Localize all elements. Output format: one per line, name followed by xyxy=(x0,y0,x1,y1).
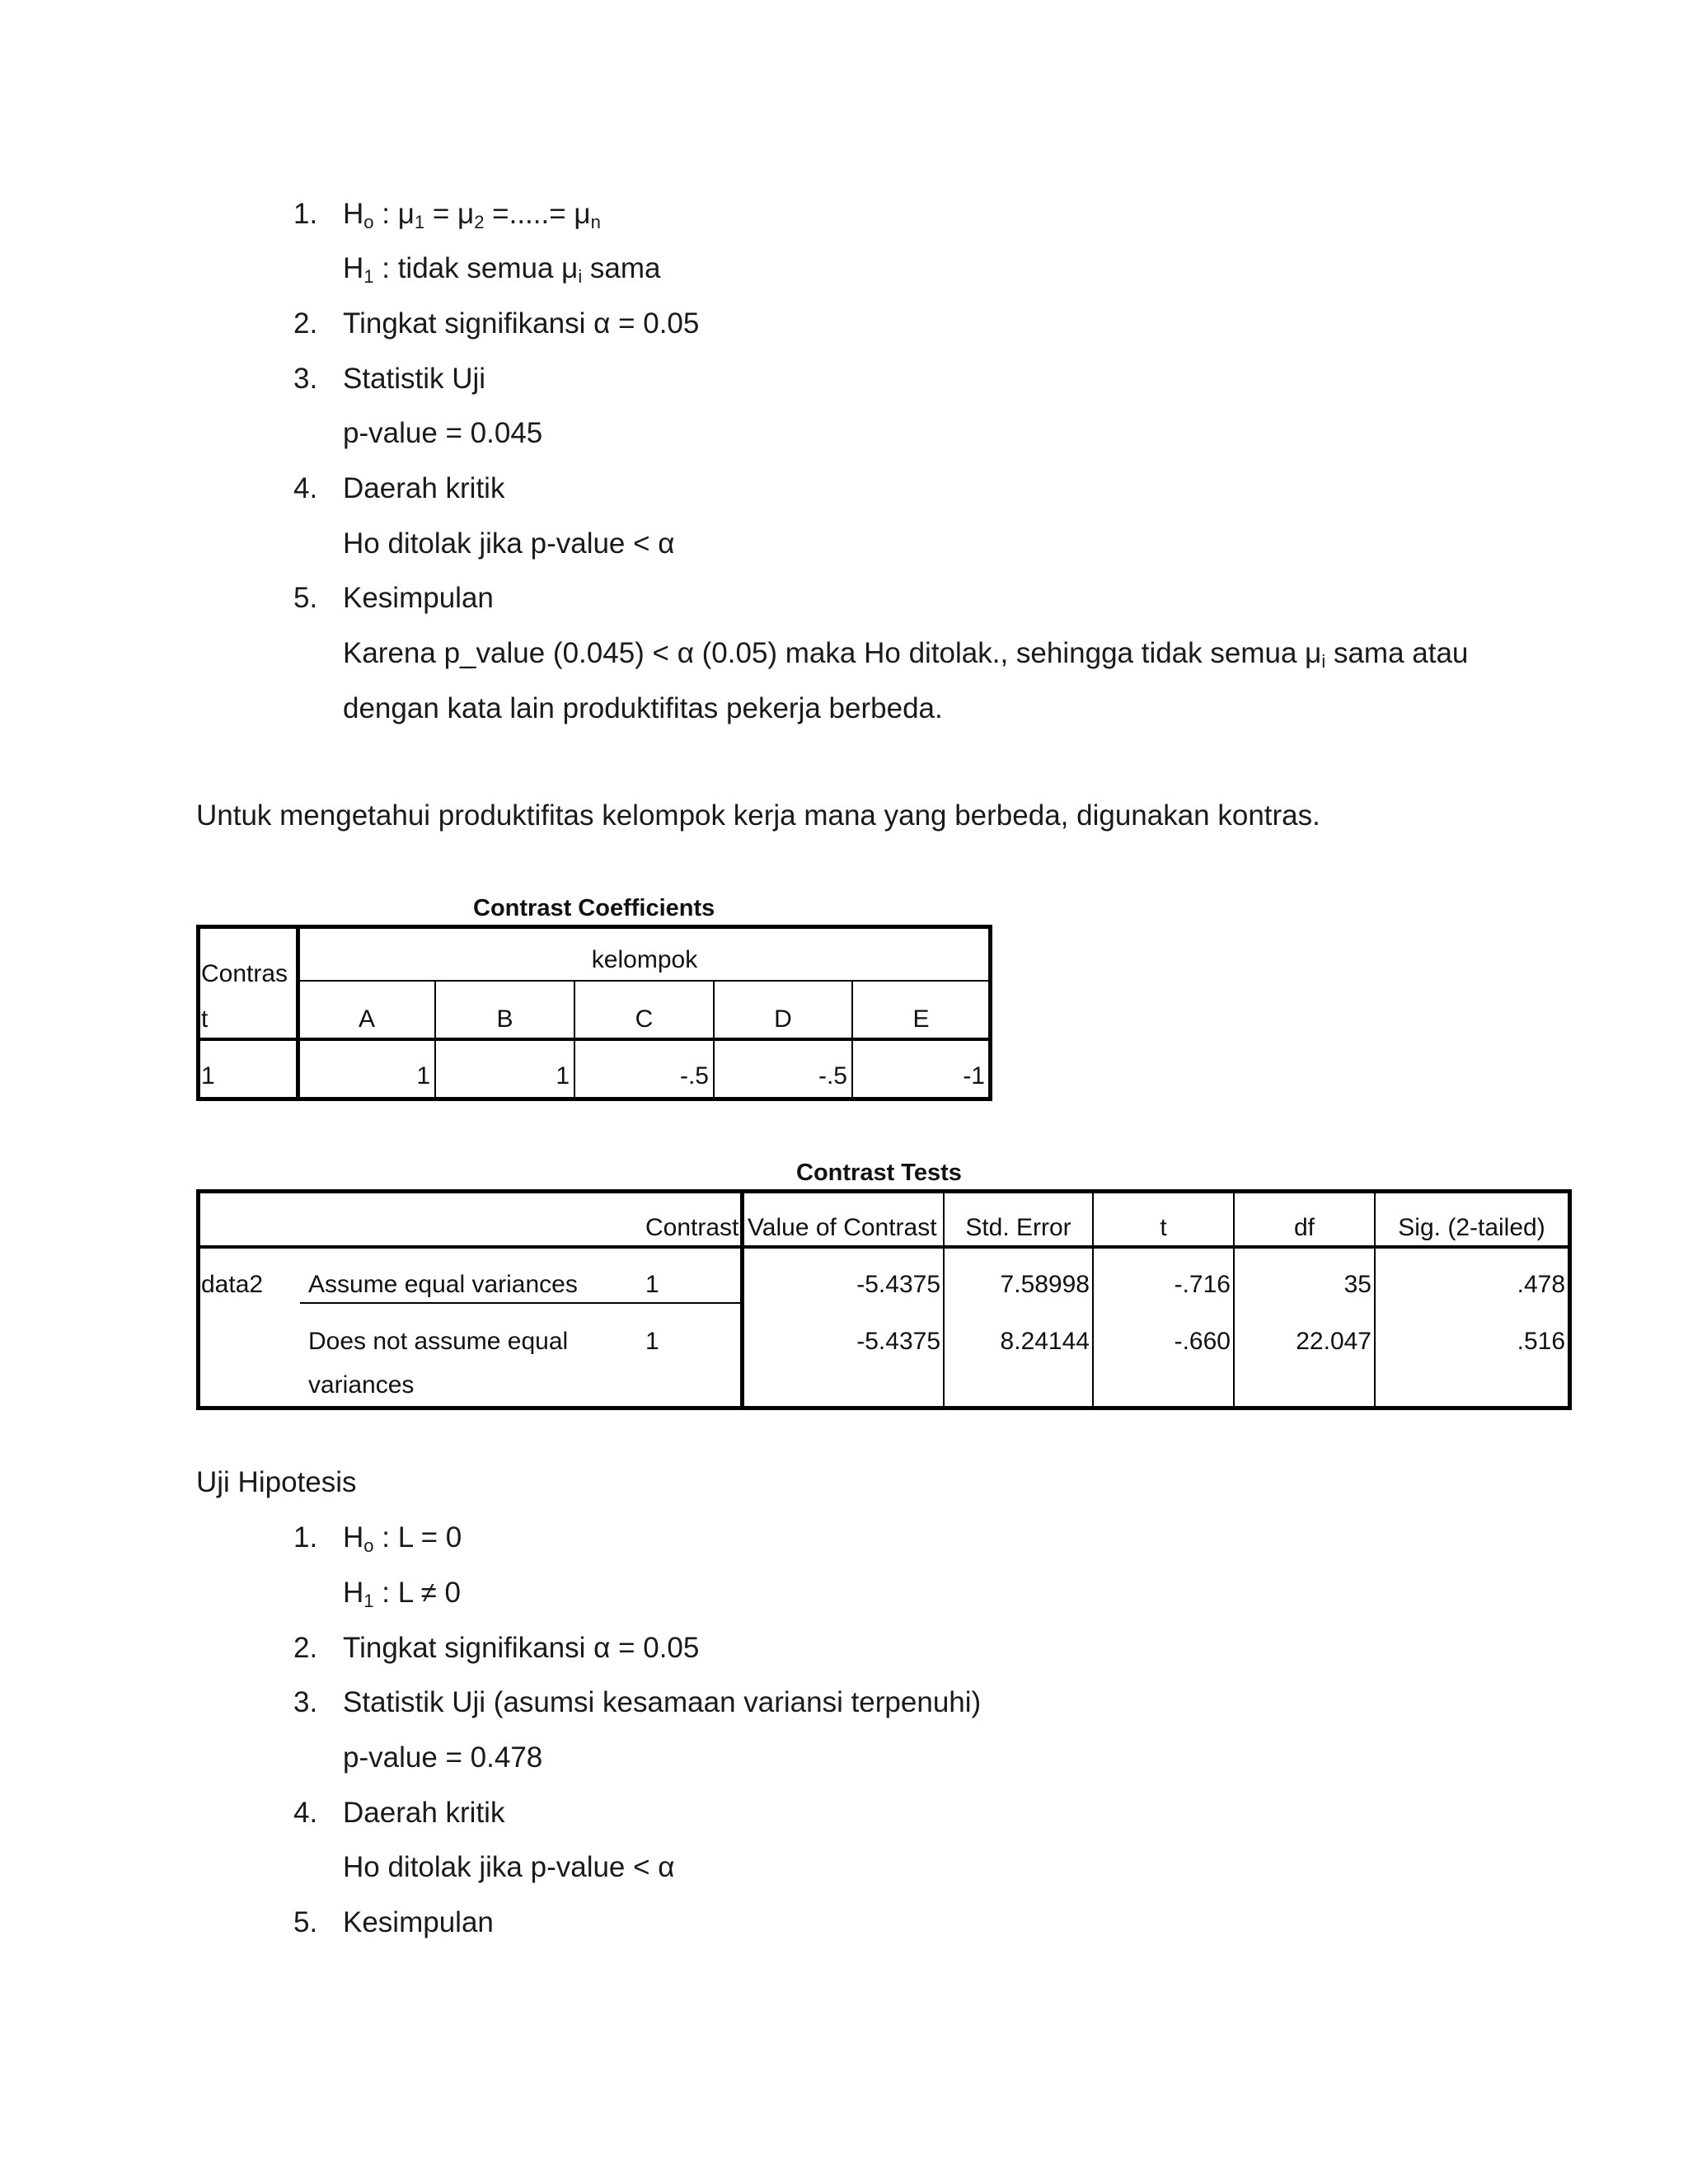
conclusion-heading: Kesimpulan xyxy=(343,1906,494,1938)
list-number: 4. xyxy=(293,472,318,504)
column-header: Std. Error xyxy=(965,1214,1071,1241)
h1-prefix: H xyxy=(343,252,364,284)
column-header: A xyxy=(358,1005,375,1033)
table-cell: -.5 xyxy=(679,1062,709,1090)
variable-label: data2 xyxy=(201,1271,264,1298)
column-header: D xyxy=(774,1005,792,1033)
table-cell: -.660 xyxy=(1174,1328,1231,1355)
p-value-text: p-value = 0.478 xyxy=(343,1741,543,1774)
column-header: E xyxy=(912,1005,930,1033)
table-border-top xyxy=(196,925,992,929)
table-cell: -.5 xyxy=(818,1062,847,1090)
h0-eq2: = μ xyxy=(424,198,475,230)
row-header-label-cont: t xyxy=(201,1005,209,1033)
p-value-text: p-value = 0.045 xyxy=(343,417,543,449)
table-border-bottom xyxy=(196,1097,992,1101)
table-rule-header xyxy=(196,1245,1572,1249)
column-header: Value of Contrast xyxy=(748,1214,937,1241)
list-number: 3. xyxy=(293,1686,318,1718)
table-title: Contrast Tests xyxy=(796,1160,962,1186)
table-cell: .516 xyxy=(1517,1328,1565,1355)
table-border-left xyxy=(196,1189,200,1410)
significance-text: Tingkat signifikansi α = 0.05 xyxy=(343,307,700,340)
table-border-bottom xyxy=(196,1406,1572,1410)
mu1-sub: 1 xyxy=(414,212,425,232)
h1-end: sama xyxy=(582,252,661,284)
h0-line xyxy=(343,198,601,239)
table-rule xyxy=(298,980,991,982)
critical-region-text: Daerah kritik xyxy=(343,472,505,504)
h1-sub: 1 xyxy=(363,266,374,287)
rejection-rule-text: Ho ditolak jika p-value < α xyxy=(343,527,675,560)
h1-sub: 1 xyxy=(363,1591,374,1611)
h0-sub: o xyxy=(363,212,374,232)
table-cell: 1 xyxy=(645,1271,659,1298)
group-header: kelompok xyxy=(591,946,698,973)
table-border-right xyxy=(1568,1189,1572,1410)
significance-text: Tingkat signifikansi α = 0.05 xyxy=(343,1632,700,1664)
table-cell: 35 xyxy=(1343,1271,1372,1298)
h0-line xyxy=(343,1521,462,1563)
mui-sub: i xyxy=(578,266,583,287)
row-header-label: Contras xyxy=(201,960,288,987)
test-statistic-text: Statistik Uji (asumsi kesamaan variansi terpenuhi) xyxy=(343,1686,982,1718)
table-title: Contrast Coefficients xyxy=(473,895,715,921)
conclusion-text-b: sama atau xyxy=(1325,637,1469,669)
table-cell: 8.24144 xyxy=(1000,1328,1090,1355)
table-col-rule-bold xyxy=(740,1189,744,1410)
list-number: 2. xyxy=(293,307,318,340)
table-rule-header xyxy=(196,1038,992,1041)
row-label: Assume equal variances xyxy=(308,1271,578,1298)
table-cell: -5.4375 xyxy=(856,1328,940,1355)
intro-paragraph: Untuk mengetahui produktifitas kelompok kerja mana yang berbeda, digunakan kontras. xyxy=(196,799,1320,832)
table-rule xyxy=(300,1302,743,1304)
conclusion-line-2: dengan kata lain produktifitas pekerja berbeda. xyxy=(343,692,943,724)
list-number: 5. xyxy=(293,1906,318,1938)
h0-prefix: H xyxy=(343,1521,364,1554)
list-number: 1. xyxy=(293,198,318,230)
table-cell: .478 xyxy=(1517,1271,1565,1298)
h0-prefix: H xyxy=(343,198,364,230)
column-header: Sig. (2-tailed) xyxy=(1398,1214,1545,1241)
column-header: df xyxy=(1293,1214,1315,1241)
h0-sub: o xyxy=(363,1535,374,1556)
row-label: Does not assume equal xyxy=(308,1328,569,1355)
table-cell: 7.58998 xyxy=(1000,1271,1090,1298)
rejection-rule-text: Ho ditolak jika p-value < α xyxy=(343,1851,675,1883)
list-number: 2. xyxy=(293,1632,318,1664)
h0-eq3: =.....= μ xyxy=(484,198,591,230)
list-number: 4. xyxy=(293,1797,318,1829)
table-cell: 1 xyxy=(416,1062,430,1090)
list-number: 1. xyxy=(293,1521,318,1554)
conclusion-line-1 xyxy=(343,637,1468,678)
table-cell: 1 xyxy=(556,1062,570,1090)
h1-line xyxy=(343,1577,461,1618)
table-cell: -.716 xyxy=(1174,1271,1231,1298)
h1-rest: : tidak semua μ xyxy=(373,252,579,284)
table-border-top xyxy=(196,1189,1572,1193)
mun-sub: n xyxy=(590,212,601,232)
row-label-cont: variances xyxy=(308,1371,415,1399)
h1-rest: : L ≠ 0 xyxy=(373,1577,461,1609)
h0-rest: : μ xyxy=(373,198,415,230)
table-cell: 22.047 xyxy=(1296,1328,1372,1355)
h0-rest: : L = 0 xyxy=(373,1521,462,1554)
critical-region-text: Daerah kritik xyxy=(343,1797,505,1829)
test-statistic-text: Statistik Uji xyxy=(343,363,486,395)
table-cell: 1 xyxy=(201,1062,215,1090)
table-cell: -1 xyxy=(963,1062,985,1090)
table-border-left xyxy=(196,925,200,1101)
mu2-sub: 2 xyxy=(474,212,485,232)
table-cell: 1 xyxy=(645,1328,659,1355)
list-number: 5. xyxy=(293,582,318,614)
conclusion-heading: Kesimpulan xyxy=(343,582,494,614)
h1-prefix: H xyxy=(343,1577,364,1609)
column-header: C xyxy=(635,1005,654,1033)
conclusion-text-a: Karena p_value (0.045) < α (0.05) maka Ho ditolak., sehingga tidak semua μ xyxy=(343,637,1322,669)
column-header: B xyxy=(496,1005,513,1033)
column-header: t xyxy=(1160,1214,1167,1241)
h1-line xyxy=(343,252,661,293)
table-cell: -5.4375 xyxy=(856,1271,940,1298)
conclusion-sub: i xyxy=(1321,651,1326,672)
column-header: Contrast xyxy=(645,1214,739,1241)
list-number: 3. xyxy=(293,363,318,395)
section2-heading: Uji Hipotesis xyxy=(196,1466,357,1498)
